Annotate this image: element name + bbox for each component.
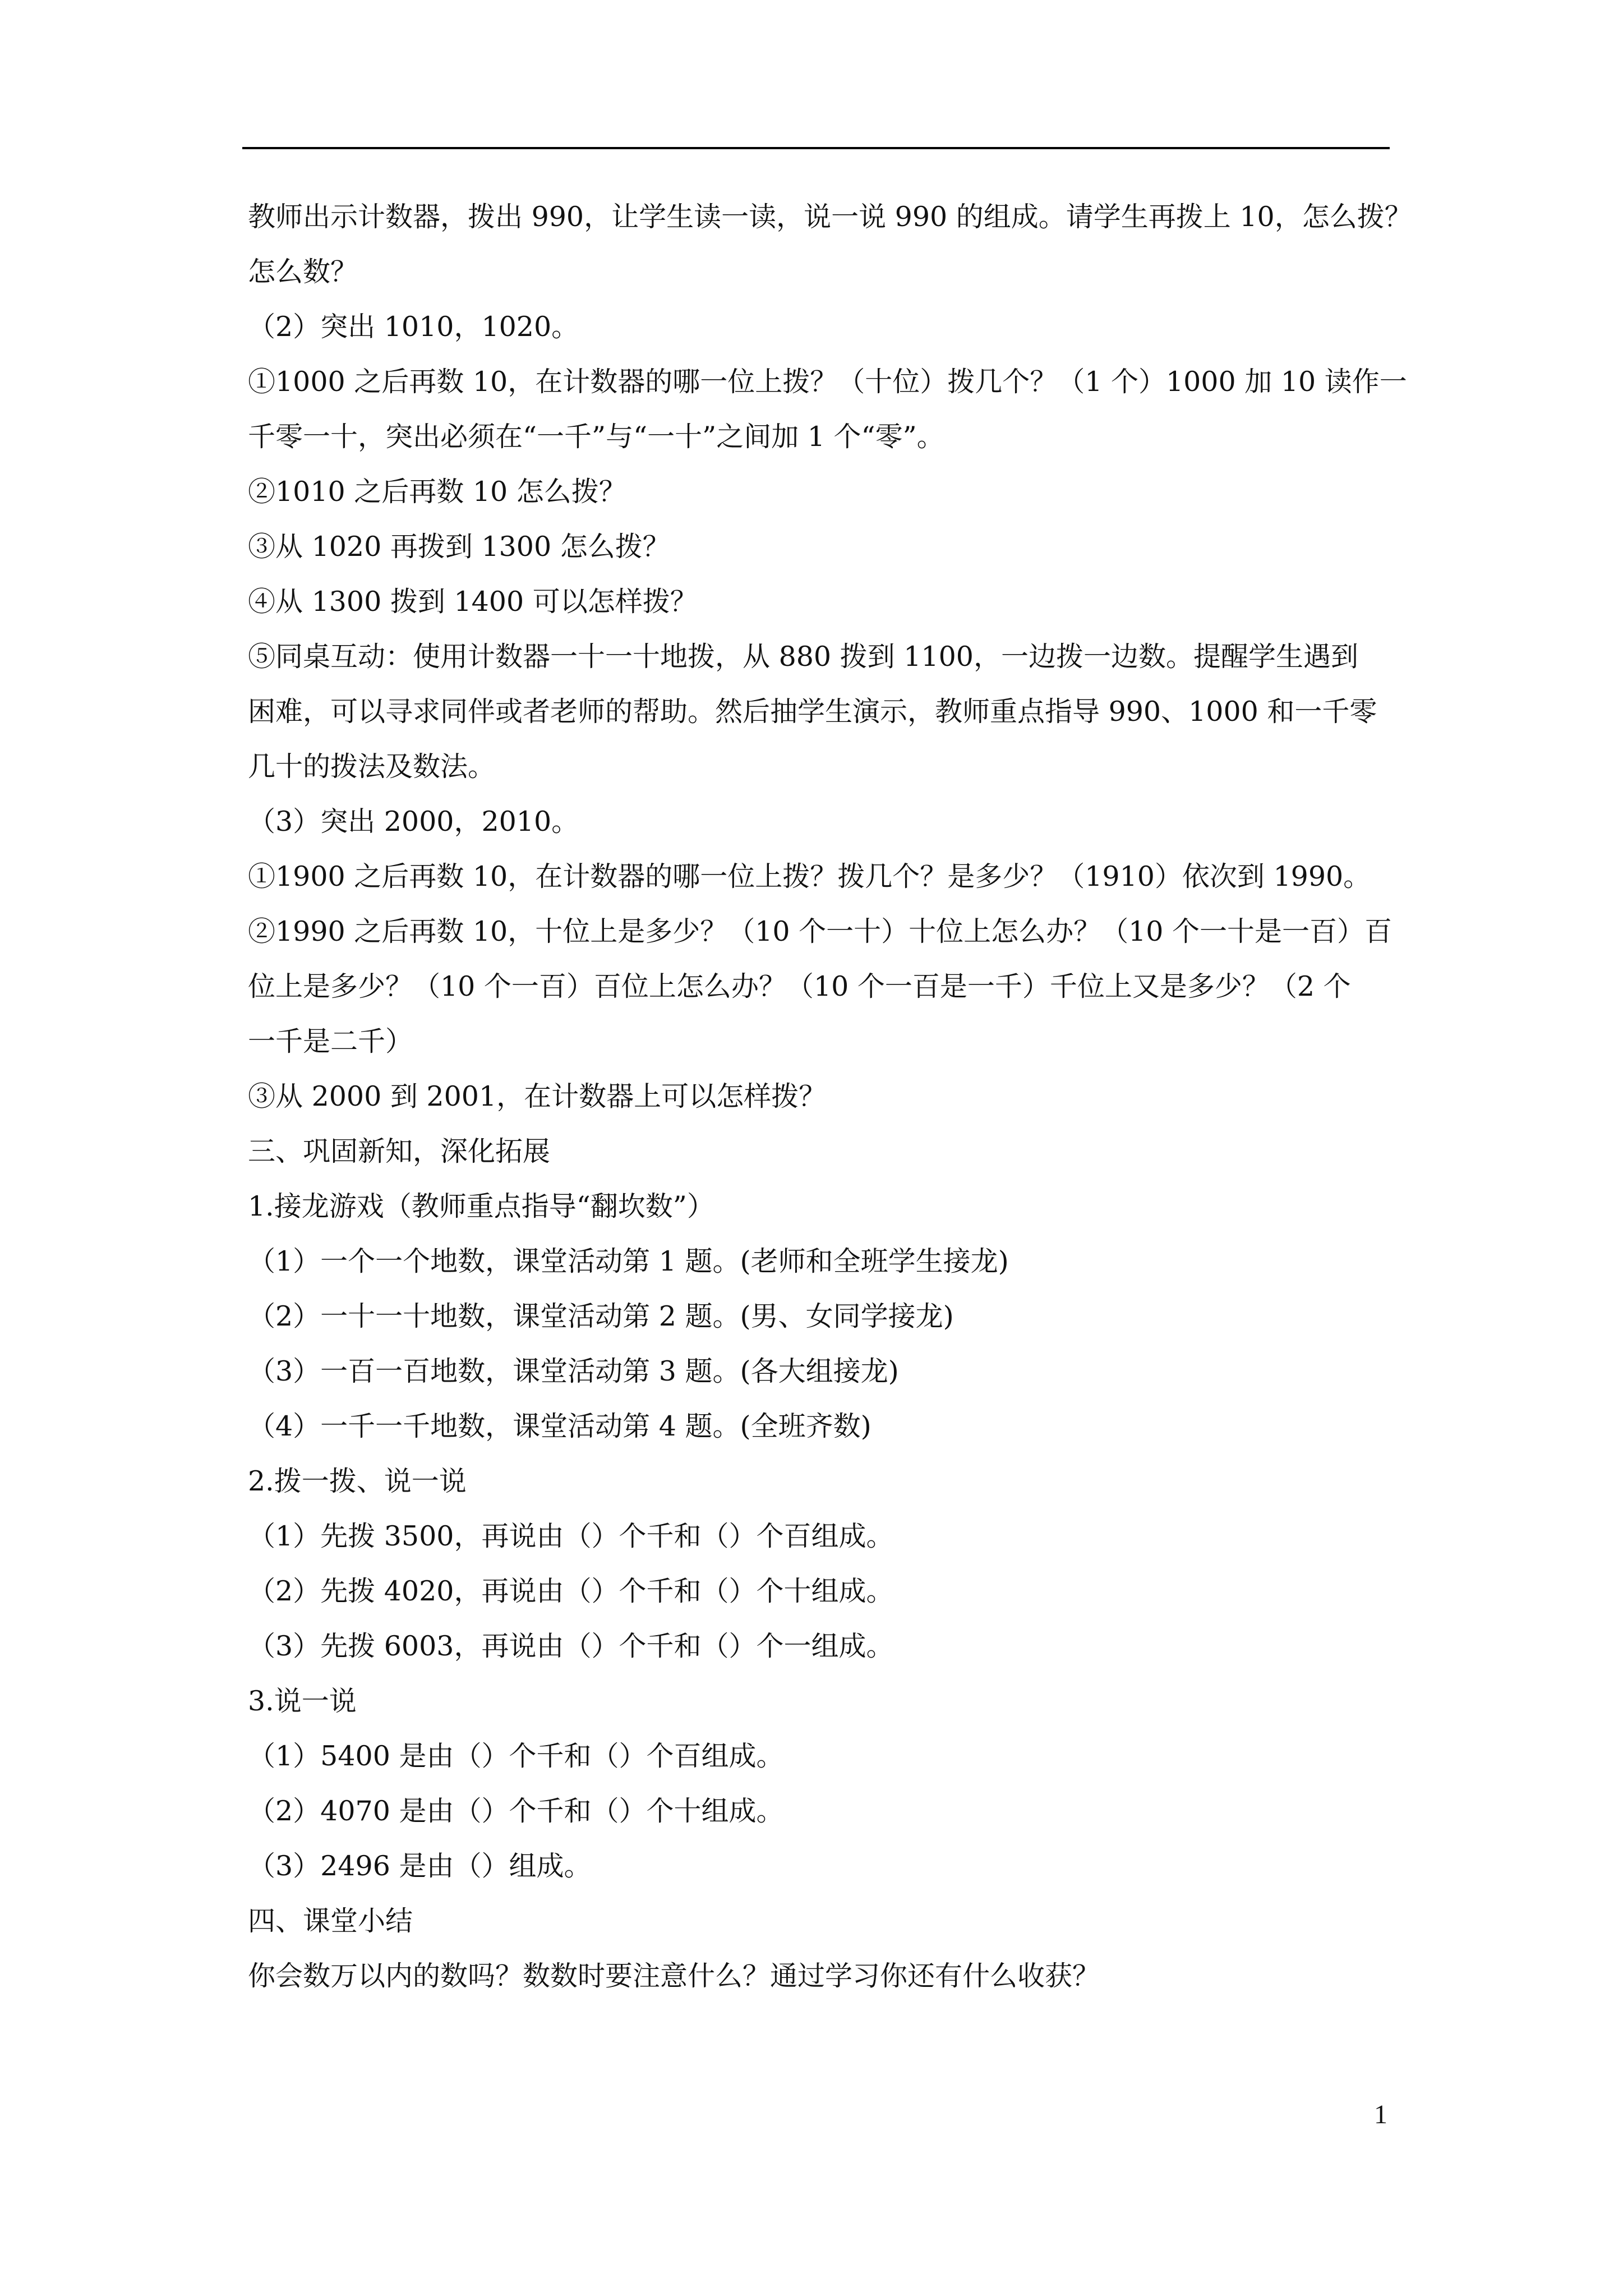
text-line: （3）突出 2000，2010。 [248, 806, 579, 838]
body-text [248, 190, 1412, 2004]
text-line: （3）2496 是由（）组成。 [248, 1850, 592, 1882]
text-line: （2）突出 1010，1020。 [248, 311, 579, 343]
text-line: （4）一千一千地数，课堂活动第 4 题。(全班齐数) [248, 1410, 872, 1442]
text-line: 位上是多少？（10 个一百）百位上怎么办？（10 个一百是一千）千位上又是多少？（2 个 [248, 970, 1351, 1002]
text-line: （3）先拨 6003，再说由（）个千和（）个一组成。 [248, 1630, 894, 1662]
text-line: 3.说一说 [248, 1685, 357, 1717]
text-line: 你会数万以内的数吗？数数时要注意什么？通过学习你还有什么收获？ [248, 1960, 1100, 1992]
text-line: ①1900 之后再数 10，在计数器的哪一位上拨？拨几个？是多少？（1910）依次到 1990。 [248, 861, 1371, 892]
text-line: ②1010 之后再数 10 怎么拨？ [248, 476, 626, 508]
text-line: 怎么数？ [248, 256, 358, 288]
text-line: （2）先拨 4020，再说由（）个千和（）个十组成。 [248, 1575, 894, 1607]
text-line: 教师出示计数器，拨出 990，让学生读一读，说一说 990 的组成。请学生再拨上 10，怎么拨？ [248, 201, 1412, 233]
header-rule [242, 147, 1390, 149]
text-line: ①1000 之后再数 10，在计数器的哪一位上拨？（十位）拨几个？（1 个）1000 加 10 读作一 [248, 366, 1407, 398]
text-line: 一千是二千） [248, 1025, 413, 1057]
text-line: （1）先拨 3500，再说由（）个千和（）个百组成。 [248, 1520, 894, 1552]
text-line: ④从 1300 拨到 1400 可以怎样拨？ [248, 586, 698, 618]
page-number: 1 [1374, 2100, 1387, 2129]
text-line: 千零一十，突出必须在“一千”与“一十”之间加 1 个“零”。 [248, 421, 944, 453]
text-line: 四、课堂小结 [248, 1905, 413, 1937]
text-line: （3）一百一百地数，课堂活动第 3 题。(各大组接龙) [248, 1355, 899, 1387]
text-line: 几十的拨法及数法。 [248, 751, 496, 783]
text-line: 困难，可以寻求同伴或者老师的帮助。然后抽学生演示，教师重点指导 990、1000 和一千零 [248, 696, 1377, 728]
text-line: ⑤同桌互动：使用计数器一十一十地拨，从 880 拨到 1100，一边拨一边数。提醒学生遇到 [248, 641, 1358, 673]
text-line: 三、巩固新知，深化拓展 [248, 1135, 551, 1167]
text-line: （1）一个一个地数，课堂活动第 1 题。(老师和全班学生接龙) [248, 1245, 1009, 1277]
text-line: ②1990 之后再数 10，十位上是多少？（10 个一十）十位上怎么办？（10 个一十是一百）百 [248, 915, 1393, 947]
text-line: （2）4070 是由（）个千和（）个十组成。 [248, 1795, 784, 1827]
text-line: （1）5400 是由（）个千和（）个百组成。 [248, 1740, 784, 1772]
text-line: （2）一十一十地数，课堂活动第 2 题。(男、女同学接龙) [248, 1300, 954, 1332]
text-line: ③从 1020 再拨到 1300 怎么拨？ [248, 531, 670, 563]
text-line: 1.接龙游戏（教师重点指导“翻坎数”） [248, 1190, 714, 1222]
text-line: 2.拨一拨、说一说 [248, 1465, 467, 1497]
text-line: ③从 2000 到 2001，在计数器上可以怎样拨？ [248, 1080, 827, 1112]
